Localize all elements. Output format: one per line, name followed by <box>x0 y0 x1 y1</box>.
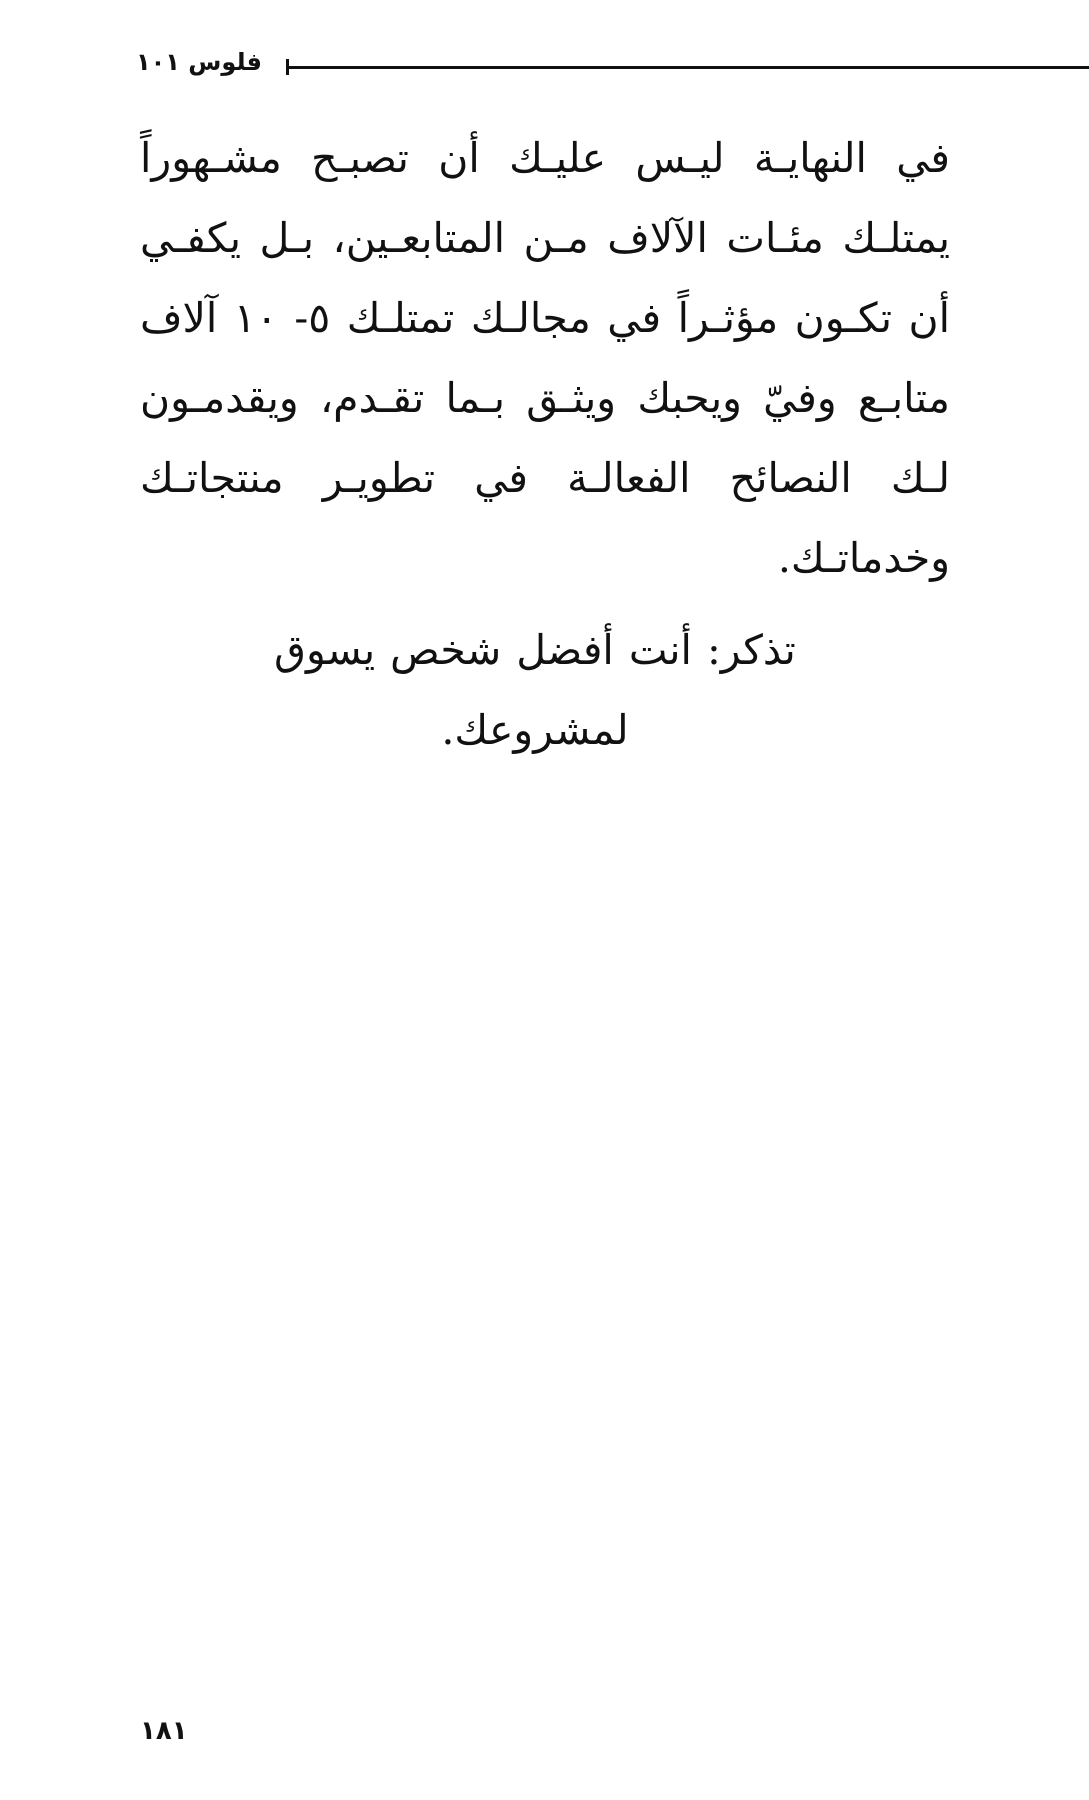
page-body <box>140 118 950 770</box>
running-header <box>136 44 1089 80</box>
header-rule <box>286 66 1089 69</box>
page-number: ١٨١ <box>140 1716 188 1746</box>
running-title: فلوس ١٠١ <box>136 48 262 76</box>
reminder-line: تذكر: أنت أفضل شخص يسوق لمشروعك. <box>274 626 796 754</box>
body-paragraph: في النهايـة ليـس عليـك أن تصبـح مشـهوراً يمتلـك مئـات الآلاف مـن المتابعـين، بـل يكفـي أن تكـون مؤثـراً في مجالـك تمتلـك ٥- ١٠ آلاف متابـع وفيّ ويحبك ويثـق بـما تقـدم، ويقدمـون لـك النصائح الفعالـة في تطويـر منتجاتـك وخدماتـك. <box>140 134 951 582</box>
